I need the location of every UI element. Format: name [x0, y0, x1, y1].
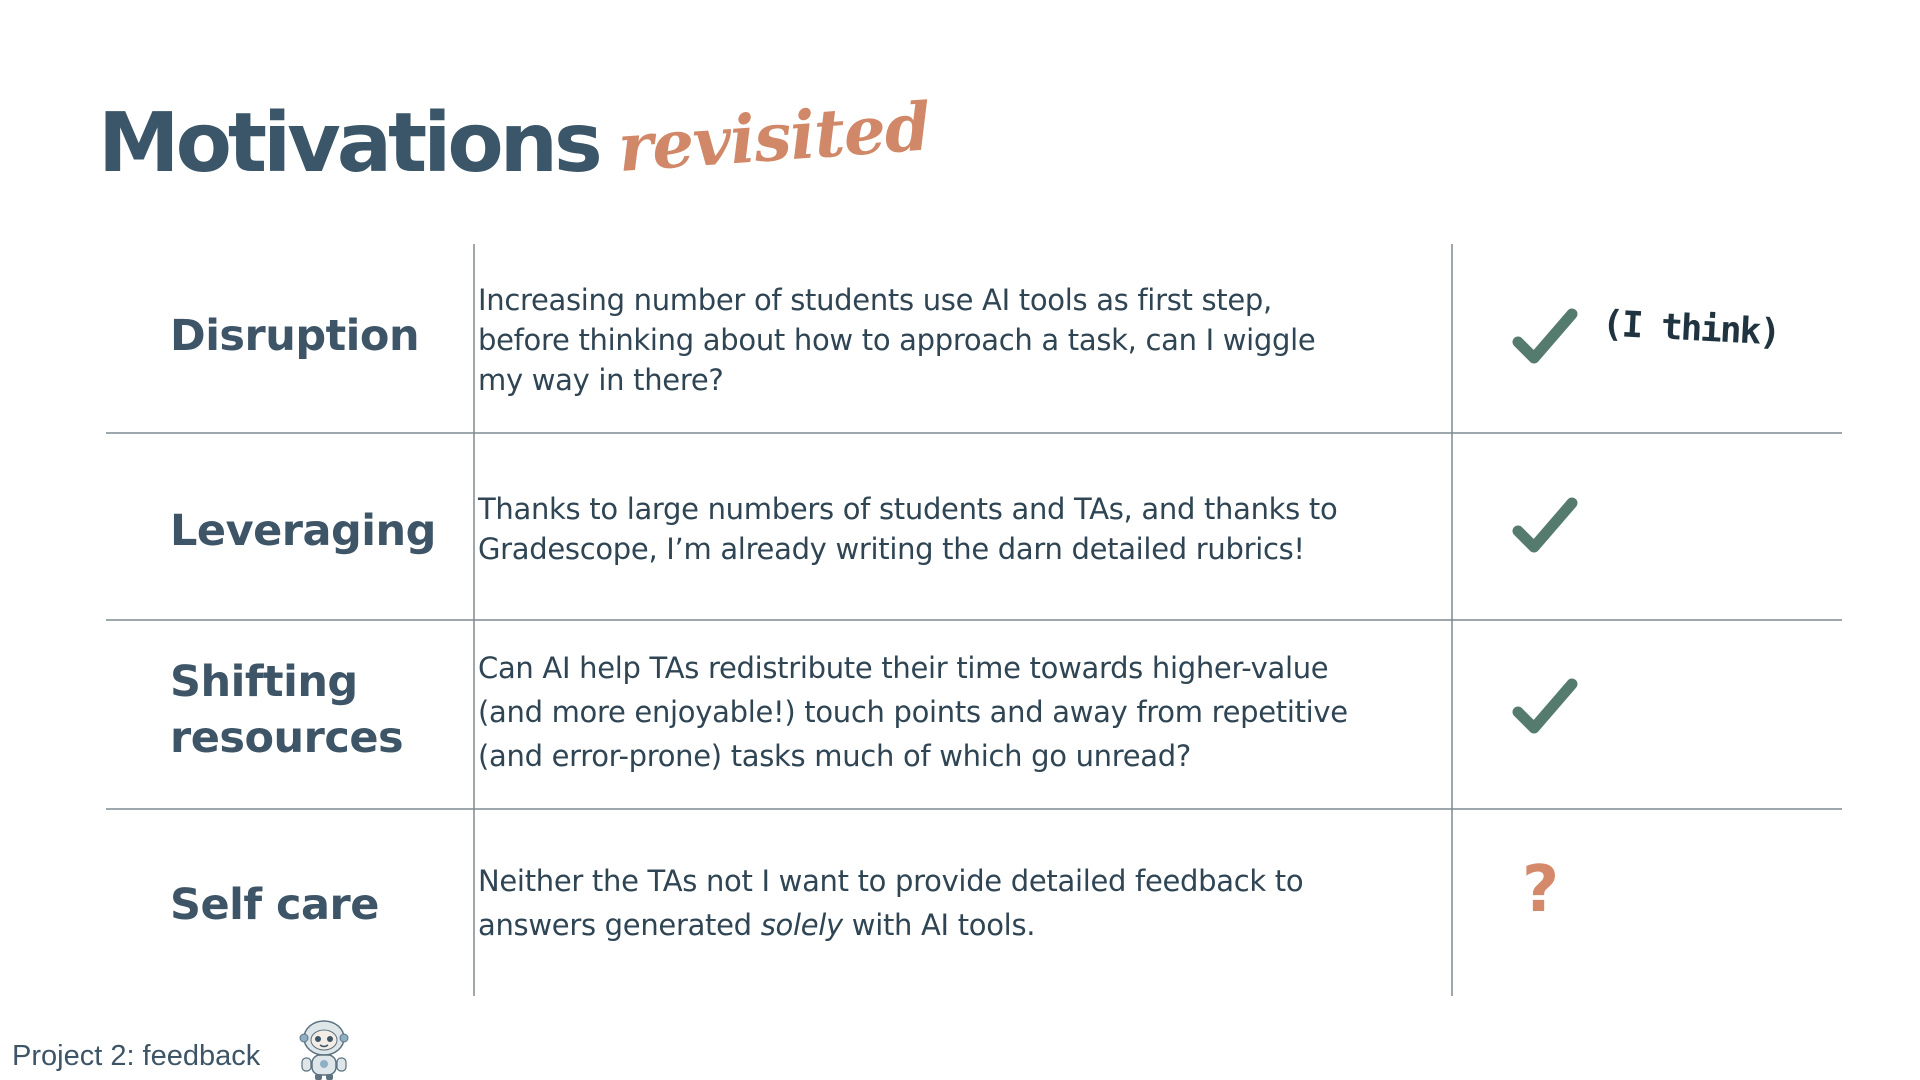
row-description — [478, 646, 1448, 778]
row-description-line: my way in there? — [478, 363, 724, 397]
row-description-line — [478, 903, 1448, 947]
question-icon — [1522, 855, 1559, 925]
desc-emphasis: solely — [760, 908, 843, 942]
row-description-line: Gradescope, I’m already writing the darn detailed rubrics! — [478, 532, 1305, 566]
row-description-line: Neither the TAs not I want to provide detailed feedback to — [478, 864, 1304, 898]
row-description-line: Increasing number of students use AI tools as first step, — [478, 283, 1272, 317]
handwritten-note: (I think) — [1601, 303, 1781, 354]
row-label-line: Shifting — [170, 657, 358, 707]
table-row-shifting-resources — [106, 620, 1830, 809]
row-description-line: before thinking about how to approach a task, can I wiggle — [478, 323, 1316, 357]
row-description-line: (and more enjoyable!) touch points and away from repetitive — [478, 695, 1348, 729]
table-row-disruption — [106, 244, 1830, 433]
row-label-line: Self care — [170, 880, 379, 930]
footer-label: Project 2: feedback — [12, 1040, 261, 1072]
row-label-line: Leveraging — [170, 506, 436, 556]
row-description-line: (and error-prone) tasks much of which go unread? — [478, 739, 1191, 773]
row-description — [478, 859, 1448, 947]
desc-text: answers generated — [478, 908, 761, 942]
row-label — [170, 503, 436, 559]
row-description-line: Thanks to large numbers of students and TAs, and thanks to — [478, 492, 1338, 526]
table-row-leveraging — [106, 433, 1830, 620]
title-accent: revisited — [615, 87, 933, 187]
row-description — [478, 489, 1448, 569]
row-label-line: resources — [170, 713, 404, 763]
desc-text: with AI tools. — [842, 908, 1036, 942]
question-symbol: ? — [1522, 853, 1560, 927]
row-description-line: Can AI help TAs redistribute their time towards higher-value — [478, 651, 1329, 685]
row-description — [478, 280, 1448, 400]
robot-icon — [294, 1018, 354, 1080]
row-label — [170, 877, 379, 933]
row-label-line: Disruption — [170, 311, 420, 361]
check-icon — [1510, 306, 1580, 368]
check-icon — [1510, 495, 1580, 557]
slide-title — [98, 87, 933, 196]
table-row-self-care — [106, 809, 1830, 996]
title-main: Motivations — [98, 96, 599, 191]
check-icon — [1510, 676, 1580, 738]
row-label — [170, 654, 403, 766]
row-label — [170, 308, 419, 364]
